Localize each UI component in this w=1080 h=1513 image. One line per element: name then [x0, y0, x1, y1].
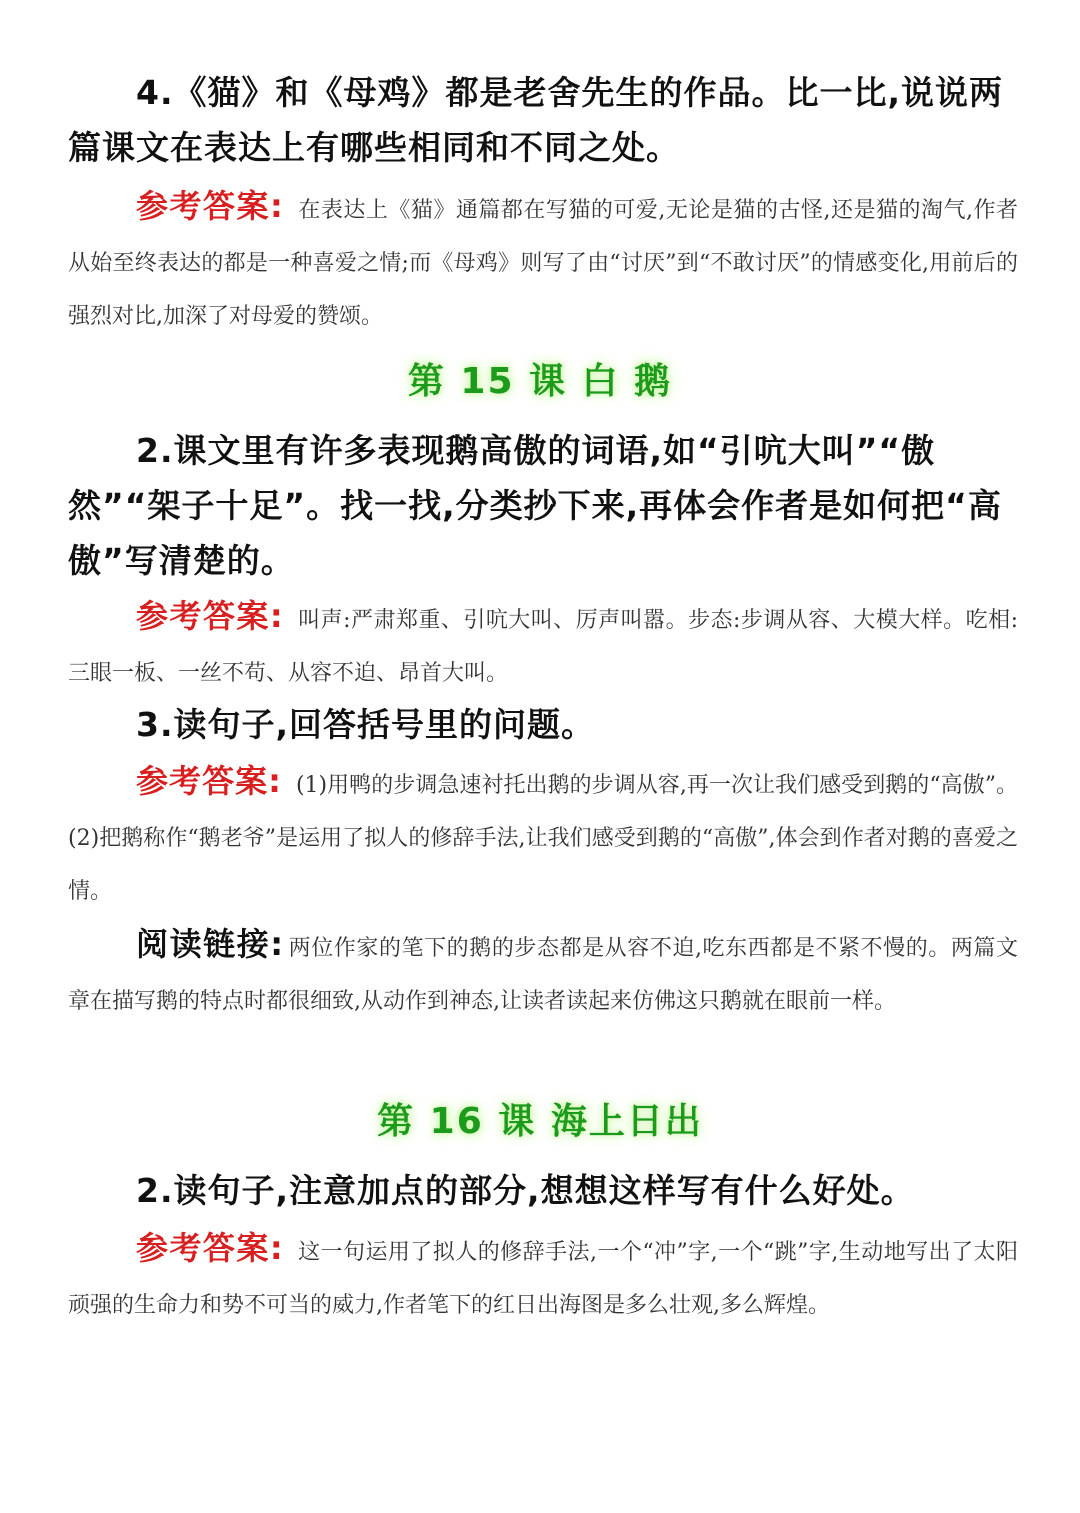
q4-answer	[68, 180, 1018, 343]
answer-text: 这一句运用了拟人的修辞手法,一个“冲”字,一个“跳”字,生动地写出了太阳顽强的生命力和势不可当的威力,作者笔下的红日出海图是多么壮观,多么辉煌。	[68, 1240, 1018, 1318]
answer-label: 参考答案:	[136, 762, 282, 800]
lesson15-q3-answer	[68, 755, 1018, 918]
answer-text: (1)用鸭的步调急速衬托出鹅的步调从容,再一次让我们感受到鹅的“高傲”。(2)把鹅称作“鹅老爷”是运用了拟人的修辞手法,让我们感受到鹅的“高傲”,体会到作者对鹅的喜爱之情。	[68, 773, 1018, 904]
lesson-15-title: 第 15 课 白 鹅	[407, 361, 673, 402]
lesson15-q2-answer	[68, 590, 1018, 700]
answer-label: 参考答案:	[136, 1229, 284, 1267]
reading-link-text: 两位作家的笔下的鹅的步态都是从容不迫,吃东西都是不紧不慢的。两篇文章在描写鹅的特点时都很细致,从动作到神态,让读者读起来仿佛这只鹅就在眼前一样。	[68, 936, 1018, 1014]
reading-link-label: 阅读链接:	[136, 925, 285, 963]
lesson16-q2-answer	[68, 1222, 1018, 1332]
q4-question: 4.《猫》和《母鸡》都是老舍先生的作品。比一比,说说两篇课文在表达上有哪些相同和不同之处。	[68, 73, 1004, 167]
lesson15-q3-question: 3.读句子,回答括号里的问题。	[136, 705, 596, 744]
answer-label: 参考答案:	[136, 187, 284, 225]
lesson-16-title: 第 16 课 海上日出	[377, 1101, 703, 1142]
lesson16-q2-question: 2.读句子,注意加点的部分,想想这样写有什么好处。	[136, 1171, 915, 1210]
answer-label: 参考答案:	[136, 597, 284, 635]
answer-text: 叫声:严肃郑重、引吭大叫、厉声叫嚣。步态:步调从容、大模大样。吃相:三眼一板、一丝不苟、从容不迫、昂首大叫。	[68, 608, 1018, 686]
lesson15-q2-question: 2.课文里有许多表现鹅高傲的词语,如“引吭大叫”“傲然”“架子十足”。找一找,分类抄下来,再体会作者是如何把“高傲”写清楚的。	[68, 431, 1002, 580]
reading-link	[68, 918, 1018, 1028]
answer-text: 在表达上《猫》通篇都在写猫的可爱,无论是猫的古怪,还是猫的淘气,作者从始至终表达的都是一种喜爱之情;而《母鸡》则写了由“讨厌”到“不敢讨厌”的情感变化,用前后的强烈对比,加深了对母爱的赞颂。	[68, 198, 1018, 329]
